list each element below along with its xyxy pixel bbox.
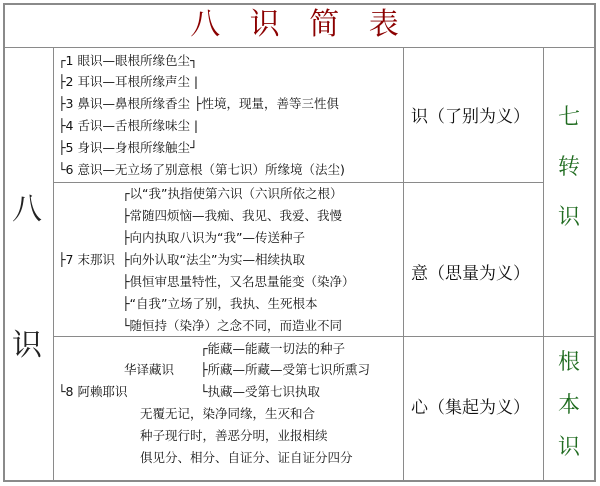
- page-title: 八 识 简 表: [190, 7, 409, 42]
- section1-line-5: ├5 身识—身根所缘触尘┘: [58, 140, 198, 155]
- section1-line-2: ├2 耳识—耳根所缘声尘 |: [58, 74, 199, 89]
- right-label-zhuan: 转: [557, 155, 580, 180]
- section1-middle: 识（了别为义）: [411, 107, 530, 127]
- section2-line-4: ├向外认取“法尘”为实—相续执取: [122, 252, 305, 267]
- section3-middle: 心（集起为义）: [411, 398, 530, 418]
- left-label-shi: 识: [12, 328, 42, 363]
- section3-label: └8 阿赖耶识: [58, 384, 128, 399]
- section1-line-1: ┌1 眼识—眼根所缘色尘┐: [58, 53, 198, 68]
- right-label-shi-1: 识: [557, 205, 580, 230]
- section3-branch-1: ┌能藏—能藏一切法的种子: [200, 341, 346, 356]
- right-label-gen: 根: [557, 350, 580, 375]
- section2-line-2: ├常随四烦恼—我痴、我见、我爱、我慢: [122, 208, 343, 223]
- section3-branch-2: ├所藏—所藏—受第七识所熏习: [200, 362, 371, 377]
- section3-branch-3: └执藏—受第七识执取: [200, 384, 321, 399]
- section2-line-3: ├向内执取八识为“我”—传送种子: [122, 230, 305, 245]
- section2-line-5: ├俱恒审思量特性，又名思量能变（染净）: [122, 274, 355, 289]
- left-label-ba: 八: [12, 192, 42, 227]
- section3-sub-label: 华译藏识: [124, 362, 175, 377]
- title-divider: [3, 47, 596, 48]
- section1-line-3: ├3 鼻识—鼻根所缘香尘 ├性境，现量，善等三性俱: [58, 96, 339, 111]
- col-divider-1: [53, 47, 54, 482]
- section2-line-6: ├“自我”立场了别，我执、生死根本: [122, 296, 318, 311]
- section3-line-3: 俱见分、相分、自证分、证自证分四分: [140, 450, 353, 465]
- row-divider-2: [53, 336, 596, 337]
- right-label-ben: 本: [557, 393, 580, 418]
- row-divider-1: [53, 182, 543, 183]
- section3-line-2: 种子现行时，善恶分明，业报相续: [140, 428, 328, 443]
- col-divider-2: [403, 47, 404, 482]
- right-label-shi-2: 识: [557, 435, 580, 460]
- section2-line-7: └随恒持（染净）之念不同，而造业不同: [122, 318, 343, 333]
- right-label-qi: 七: [557, 105, 580, 130]
- col-divider-3: [543, 47, 544, 482]
- section2-label: ├7 末那识: [58, 252, 115, 267]
- section1-line-4: ├4 舌识—舌根所缘味尘 |: [58, 118, 199, 133]
- section2-line-1: ┌以“我”执指使第六识（六识所依之根）: [122, 186, 343, 201]
- section1-line-6: └6 意识—无立场了别意根（第七识）所缘境（法尘): [58, 162, 345, 177]
- section2-middle: 意（思量为义）: [411, 264, 530, 284]
- section3-line-1: 无覆无记，染净同缘，生灭和合: [140, 406, 316, 421]
